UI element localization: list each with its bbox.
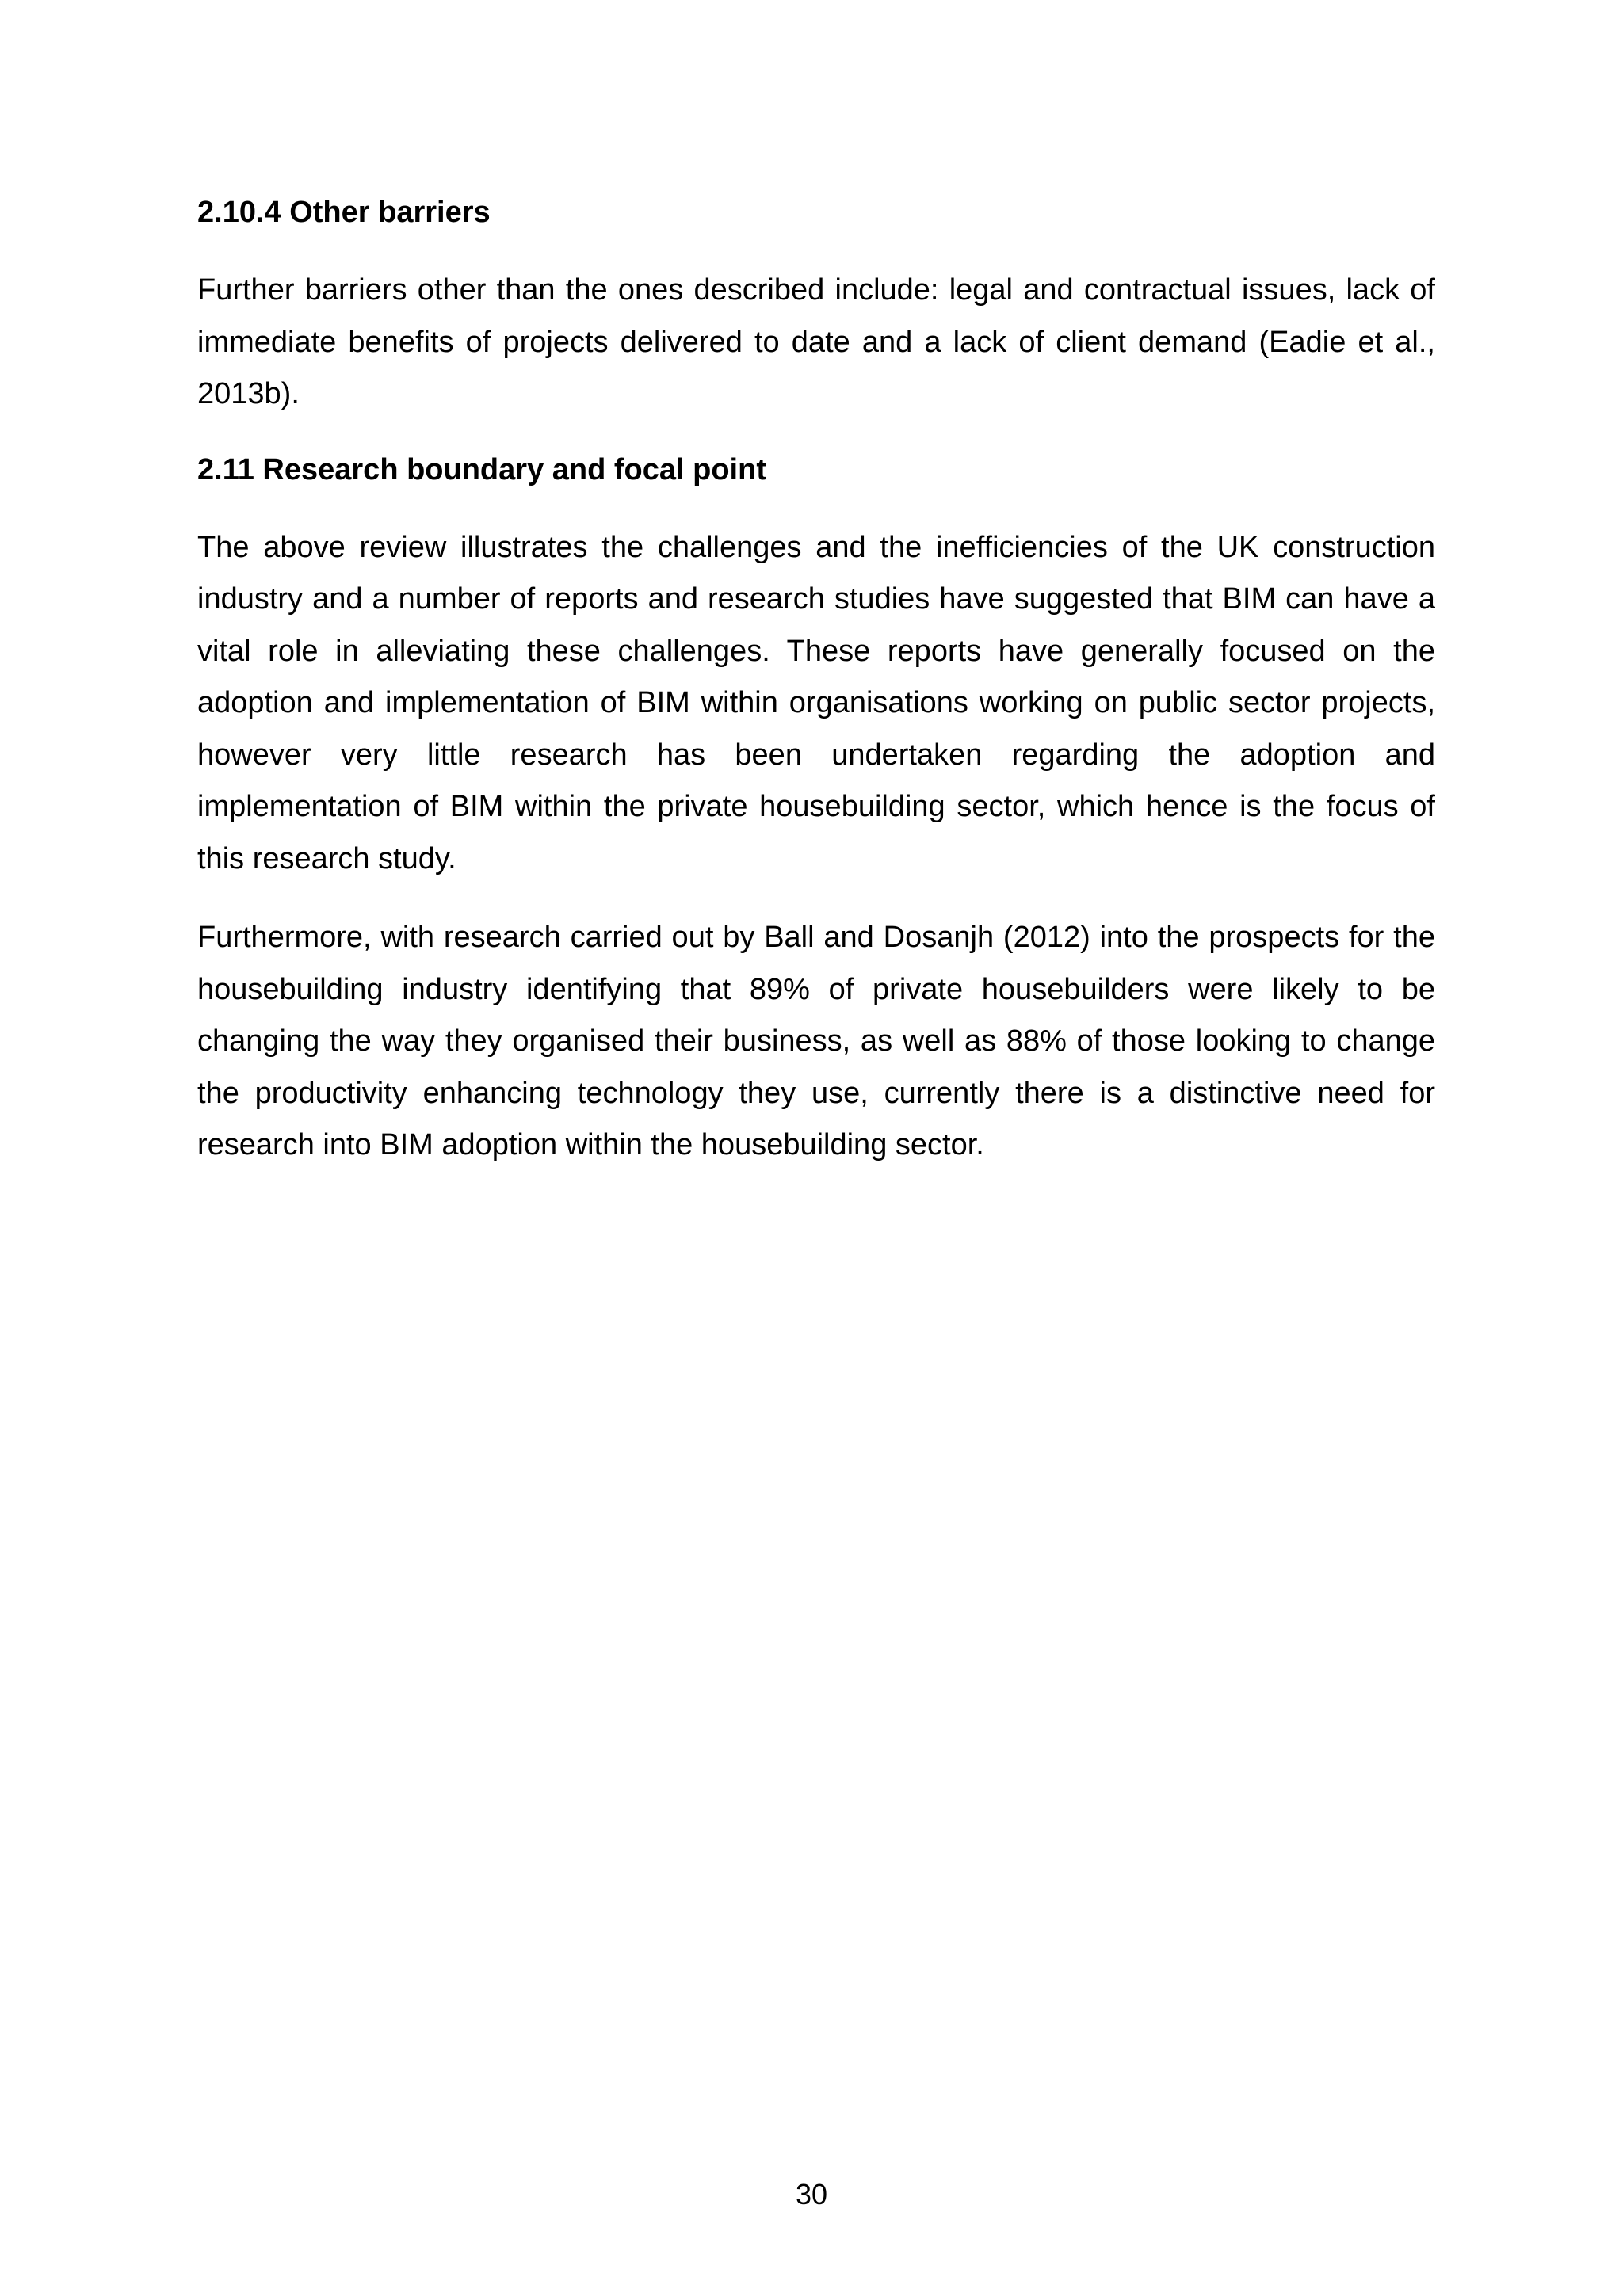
document-body — [197, 190, 1435, 1199]
paragraph-other-barriers: Further barriers other than the ones described include: legal and contractual issues, lack of immediate benefits of projects delivered to date and a lack of client demand (Eadie et al., 2013b). — [197, 273, 1435, 410]
paragraph-housebuilding-need: Furthermore, with research carried out by Ball and Dosanjh (2012) into the prospects for the housebuilding industry identifying that 89% of private housebuilders were likely to be changing the way they organised their business, as well as 88% of those looking to change the productivity enhancing technology they use, currently there is a distinctive need for research into BIM adoption within the housebuilding sector. — [197, 921, 1435, 1161]
section-heading-other-barriers: 2.10.4 Other barriers — [197, 196, 491, 229]
page-number: 30 — [795, 2178, 828, 2210]
paragraph-review-summary: The above review illustrates the challenges and the inefficiencies of the UK construction industry and a number of reports and research studies have suggested that BIM can have a vital role in alleviating these challenges. These reports have generally focused on the adoption and implementation of BIM within organisations working on public sector projects, however very little research has been undertaken regarding the adoption and implementation of BIM within the private housebuilding sector, which hence is the focus of this research study. — [197, 530, 1435, 875]
section-heading-research-boundary: 2.11 Research boundary and focal point — [197, 452, 766, 486]
